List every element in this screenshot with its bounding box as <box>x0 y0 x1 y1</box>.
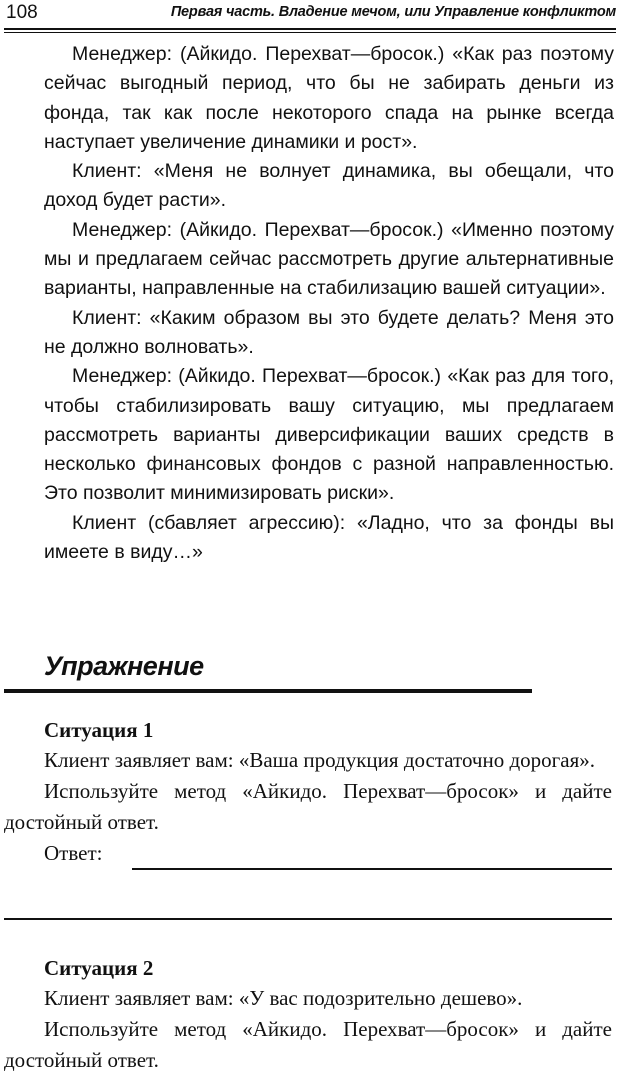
page-number: 108 <box>6 2 38 23</box>
dialogue-paragraph: Менеджер: (Айкидо. Перехват—бросок.) «Как раз для того, чтобы стабилизировать вашу ситуацию, мы предлагаем рассмотреть варианты диверсификации ваших средств в несколько финансовых фондов с разной направленностью. Это позволит минимизировать риски». <box>44 365 614 505</box>
dialogue-paragraph: Менеджер: (Айкидо. Перехват—бросок.) «Именно поэтому мы и предлагаем сейчас рассмотреть другие альтернативные варианты, направленные на стабилизацию вашей ситуации». <box>44 218 614 300</box>
answer-field-line[interactable] <box>132 868 612 870</box>
dialogue-paragraph: Клиент: «Меня не волнует динамика, вы обещали, что доход будет расти». <box>44 160 614 212</box>
running-title: Первая часть. Владение мечом, или Управление конфликтом <box>170 4 616 20</box>
dialogue-paragraph: Клиент: «Каким образом вы это будете делать? Меня это не должно волновать». <box>44 306 614 358</box>
situation-2-client-line: Клиент заявляет вам: «У вас подозрительно дешево». <box>44 986 523 1010</box>
header-rule-thin <box>4 32 616 33</box>
exercise-rule <box>4 689 532 693</box>
answer-field-line-2[interactable] <box>4 918 612 920</box>
answer-row <box>4 838 612 874</box>
answer-label: Ответ: <box>44 841 103 865</box>
exercise-heading: Упражнение <box>44 651 204 681</box>
page-header <box>0 0 620 32</box>
header-rule <box>4 28 616 30</box>
dialogue-text <box>44 40 614 567</box>
situation-2-instruction: Используйте метод «Айкидо. Перехват—бросок» и дайте достойный ответ. <box>4 1017 612 1072</box>
dialogue-paragraph: Менеджер: (Айкидо. Перехват—бросок.) «Как раз поэтому сейчас выгодный период, что бы не забирать деньги из фонда, так как после некоторого спада на рынке всегда наступает увеличение динамики и рост». <box>44 43 614 153</box>
situation-1-title: Ситуация 1 <box>44 718 154 742</box>
dialogue-paragraph: Клиент (сбавляет агрессию): «Ладно, что за фонды вы имеете в виду…» <box>44 511 614 564</box>
situation-2 <box>4 954 612 1076</box>
situation-2-title: Ситуация 2 <box>44 956 154 980</box>
situation-1-client-line: Клиент заявляет вам: «Ваша продукция достаточно дорогая». <box>44 748 595 772</box>
situation-1-instruction: Используйте метод «Айкидо. Перехват—бросок» и дайте достойный ответ. <box>4 779 612 834</box>
situation-1 <box>4 716 612 874</box>
